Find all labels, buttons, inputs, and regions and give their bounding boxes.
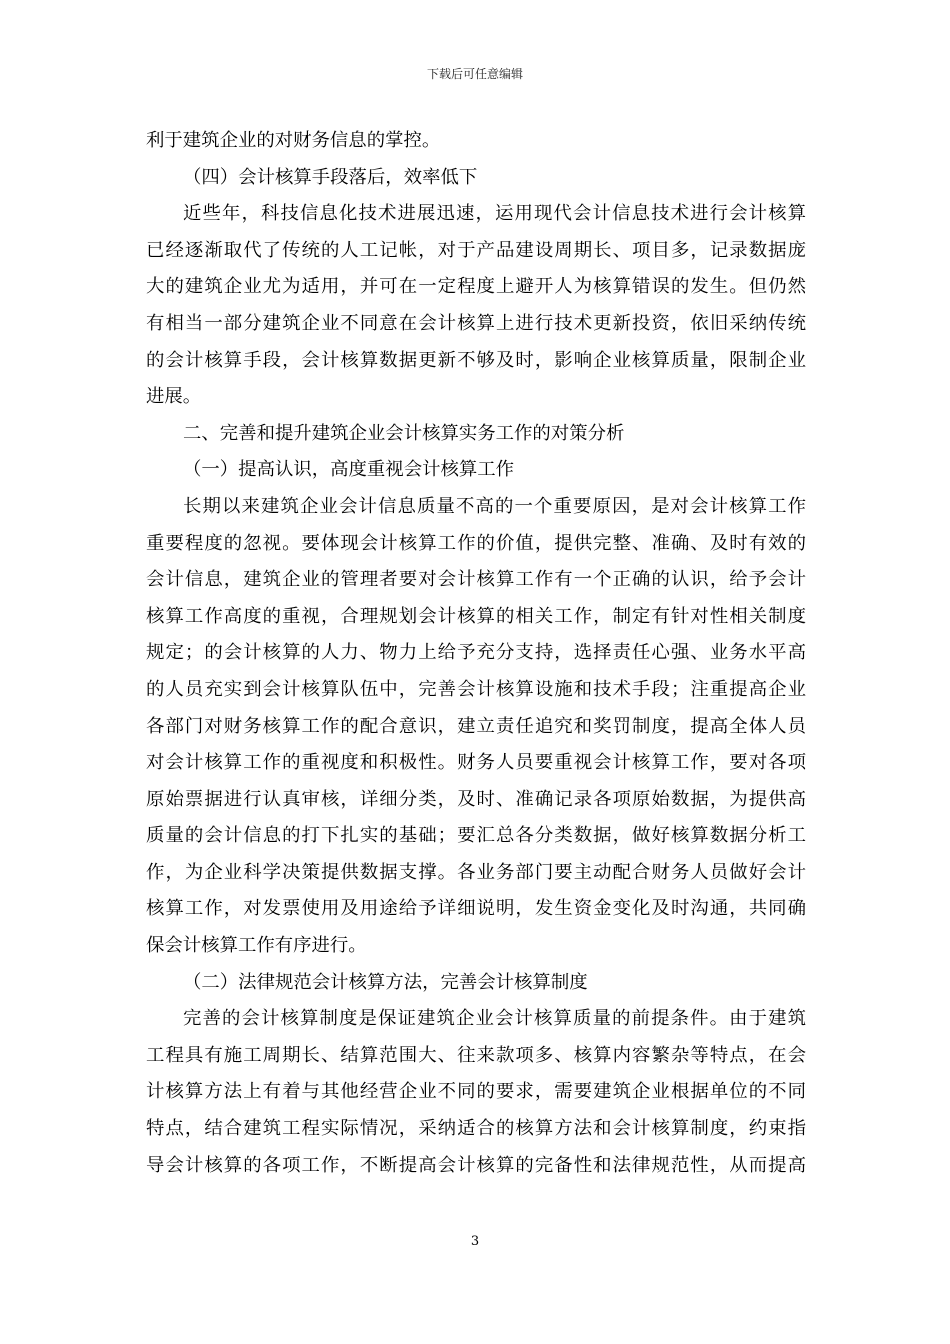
text-line: 保会计核算工作有序进行。 bbox=[146, 935, 367, 957]
text-line: 已经逐渐取代了传统的人工记帐，对于产品建设周期长、项目多，记录数据庞 bbox=[146, 239, 806, 261]
text-line: 质量的会计信息的打下扎实的基础；要汇总各分类数据，做好核算数据分析工 bbox=[146, 825, 806, 847]
text-line: （一）提高认识，高度重视会计核算工作 bbox=[183, 459, 515, 481]
text-line: 对会计核算工作的重视度和积极性。财务人员要重视会计核算工作，要对各项 bbox=[146, 752, 806, 774]
text-line: 核算工作高度的重视，合理规划会计核算的相关工作，制定有针对性相关制度 bbox=[146, 605, 806, 627]
text-line: 导会计核算的各项工作，不断提高会计核算的完备性和法律规范性，从而提高 bbox=[146, 1154, 806, 1176]
page-header: 下载后可任意编辑 bbox=[426, 67, 523, 81]
text-line: 近些年，科技信息化技术进展迅速，运用现代会计信息技术进行会计核算 bbox=[183, 203, 806, 225]
text-line: 二、完善和提升建筑企业会计核算实务工作的对策分析 bbox=[183, 422, 625, 444]
text-line: 工程具有施工周期长、结算范围大、往来款项多、核算内容繁杂等特点，在会 bbox=[146, 1044, 806, 1066]
text-line: 特点，结合建筑工程实际情况，采纳适合的核算方法和会计核算制度，约束指 bbox=[146, 1118, 806, 1140]
text-line: 进展。 bbox=[146, 386, 202, 408]
text-line: 长期以来建筑企业会计信息质量不高的一个重要原因，是对会计核算工作 bbox=[183, 495, 806, 517]
text-line: 计核算方法上有着与其他经营企业不同的要求，需要建筑企业根据单位的不同 bbox=[146, 1081, 806, 1103]
text-line: 完善的会计核算制度是保证建筑企业会计核算质量的前提条件。由于建筑 bbox=[183, 1008, 806, 1030]
text-line: 重要程度的忽视。要体现会计核算工作的价值，提供完整、准确、及时有效的 bbox=[146, 532, 806, 554]
page-number: 3 bbox=[470, 1234, 480, 1249]
text-line: （二）法律规范会计核算方法，完善会计核算制度 bbox=[183, 971, 588, 993]
text-line: 有相当一部分建筑企业不同意在会计核算上进行技术更新投资，依旧采纳传统 bbox=[146, 312, 806, 334]
text-line: 的人员充实到会计核算队伍中，完善会计核算设施和技术手段；注重提高企业 bbox=[146, 678, 806, 700]
text-line: 大的建筑企业尤为适用，并可在一定程度上避开人为核算错误的发生。但仍然 bbox=[146, 276, 806, 298]
text-line: 的会计核算手段，会计核算数据更新不够及时，影响企业核算质量，限制企业 bbox=[146, 349, 806, 371]
text-line: 利于建筑企业的对财务信息的掌控。 bbox=[146, 130, 441, 151]
text-line: 作，为企业科学决策提供数据支撑。各业务部门要主动配合财务人员做好会计 bbox=[146, 861, 806, 883]
text-line: 原始票据进行认真审核，详细分类，及时、准确记录各项原始数据，为提供高 bbox=[146, 788, 806, 810]
text-line: 会计信息，建筑企业的管理者要对会计核算工作有一个正确的认识，给予会计 bbox=[146, 569, 806, 591]
text-line: （四）会计核算手段落后，效率低下 bbox=[183, 166, 478, 188]
document-body bbox=[146, 123, 806, 1184]
text-line: 各部门对财务核算工作的配合意识，建立责任追究和奖罚制度，提高全体人员 bbox=[146, 715, 806, 737]
text-line: 规定；的会计核算的人力、物力上给予充分支持，选择责任心强、业务水平高 bbox=[146, 642, 806, 664]
text-line: 核算工作，对发票使用及用途给予详细说明，发生资金变化及时沟通，共同确 bbox=[146, 898, 806, 920]
